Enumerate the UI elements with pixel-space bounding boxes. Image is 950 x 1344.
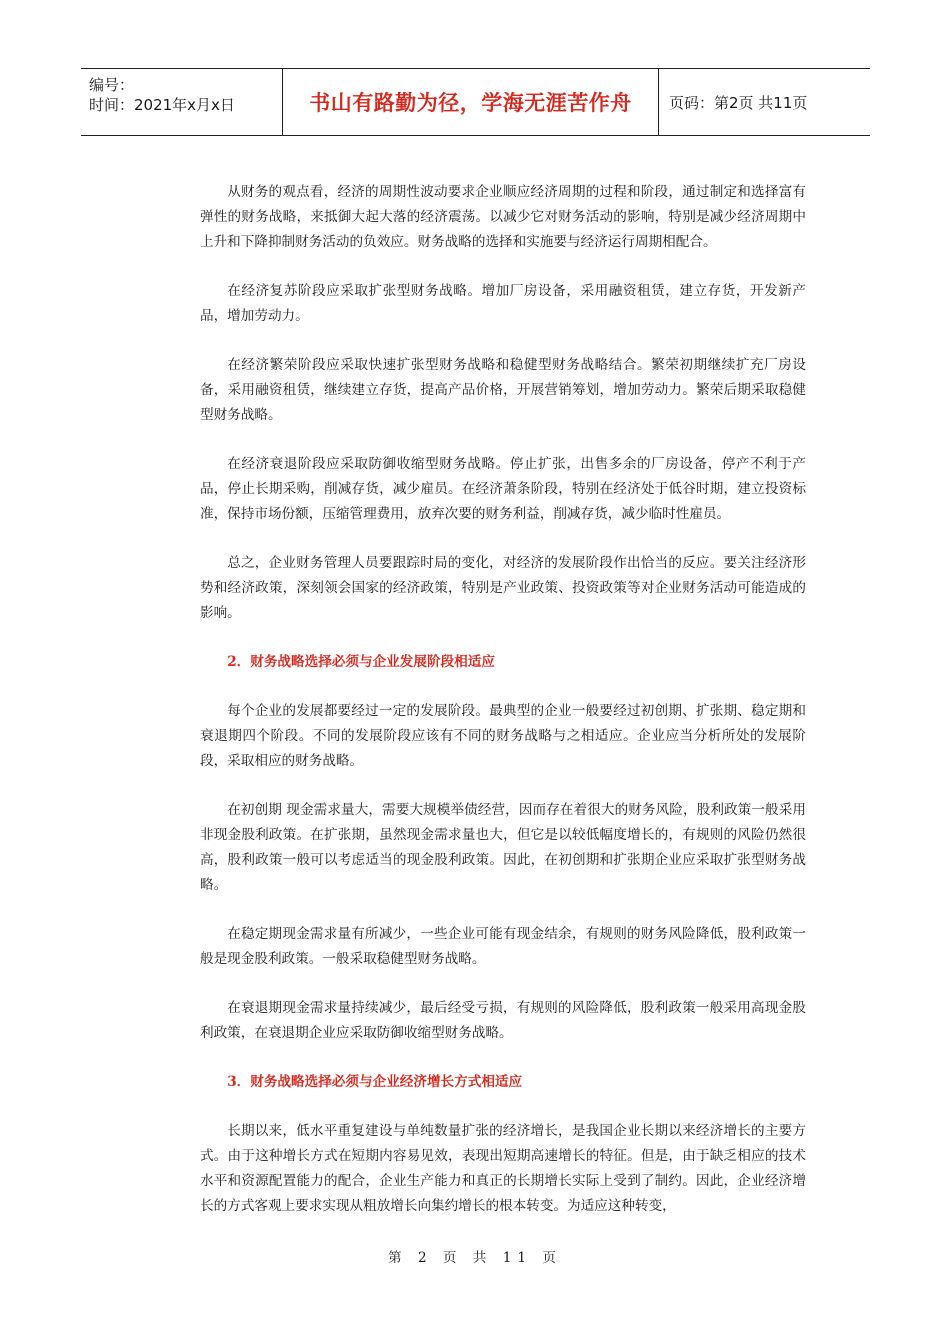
paragraph: 在经济衰退阶段应采取防御收缩型财务战略。停止扩张，出售多余的厂房设备，停产不利于产品，停止长期采购，削减存货，减少雇员。在经济萧条阶段，特别在经济处于低谷时期，建立投资标准，保持市场份额，压缩管理费用，放弃次要的财务利益，削减存货，减少临时性雇员。 bbox=[200, 456, 806, 522]
date-label: 时间：2021年x月x日 bbox=[89, 96, 235, 114]
section-heading: 3．财务战略选择必须与企业经济增长方式相适应 bbox=[227, 1074, 523, 1090]
paragraph: 从财务的观点看，经济的周期性波动要求企业顺应经济周期的过程和阶段，通过制定和选择富有弹性的财务战略，来抵御大起大落的经济震荡。以减少它对财务活动的影响，特别是减少经济周期中上升和下降抑制财务活动的负效应。财务战略的选择和实施要与经济运行周期相配合。 bbox=[200, 184, 806, 250]
section-heading: 2．财务战略选择必须与企业发展阶段相适应 bbox=[227, 654, 495, 670]
number-label: 编号： bbox=[89, 76, 135, 94]
header-motto: 书山有路勤为径，学海无涯苦作舟 bbox=[283, 69, 659, 135]
paragraph: 在衰退期现金需求量持续减少，最后经受亏损，有规则的风险降低，股利政策一般采用高现金股利政策，在衰退期企业应采取防御收缩型财务战略。 bbox=[200, 1000, 806, 1041]
paragraph: 在经济繁荣阶段应采取快速扩张型财务战略和稳健型财务战略结合。繁荣初期继续扩充厂房设备，采用融资租赁，继续建立存货，提高产品价格，开展营销筹划，增加劳动力。繁荣后期采取稳健型财务战略。 bbox=[200, 357, 806, 423]
document-body bbox=[200, 180, 806, 1243]
paragraph: 在经济复苏阶段应采取扩张型财务战略。增加厂房设备，采用融资租赁，建立存货，开发新产品，增加劳动力。 bbox=[200, 283, 806, 324]
header-meta bbox=[81, 69, 283, 135]
paragraph: 在稳定期现金需求量有所减少，一些企业可能有现金结余，有规则的财务风险降低，股利政策一般是现金股利政策。一般采取稳健型财务战略。 bbox=[200, 926, 806, 967]
paragraph: 长期以来，低水平重复建设与单纯数量扩张的经济增长，是我国企业长期以来经济增长的主要方式。由于这种增长方式在短期内容易见效，表现出短期高速增长的特征。但是，由于缺乏相应的技术水平和资源配置能力的配合，企业生产能力和真正的长期增长实际上受到了制约。因此，企业经济增长的方式客观上要求实现从粗放增长向集约增长的根本转变。为适应这种转变， bbox=[200, 1123, 806, 1214]
paragraph: 总之，企业财务管理人员要跟踪时局的变化，对经济的发展阶段作出恰当的反应。要关注经济形势和经济政策，深刻领会国家的经济政策，特别是产业政策、投资政策等对企业财务活动可能造成的影响。 bbox=[200, 555, 806, 621]
paragraph: 在初创期 现金需求量大，需要大规模举债经营，因而存在着很大的财务风险，股利政策一般采用非现金股利政策。在扩张期，虽然现金需求量也大，但它是以较低幅度增长的，有规则的风险仍然很高，股利政策一般可以考虑适当的现金股利政策。因此，在初创期和扩张期企业应采取扩张型财务战略。 bbox=[200, 802, 806, 893]
header-page-info: 页码：第2页 共11页 bbox=[669, 93, 808, 112]
page-footer: 第 2 页 共 11 页 bbox=[388, 1250, 562, 1266]
paragraph: 每个企业的发展都要经过一定的发展阶段。最典型的企业一般要经过初创期、扩张期、稳定期和衰退期四个阶段。不同的发展阶段应该有不同的财务战略与之相适应。企业应当分析所处的发展阶段，采取相应的财务战略。 bbox=[200, 703, 806, 769]
page-header bbox=[81, 68, 870, 136]
